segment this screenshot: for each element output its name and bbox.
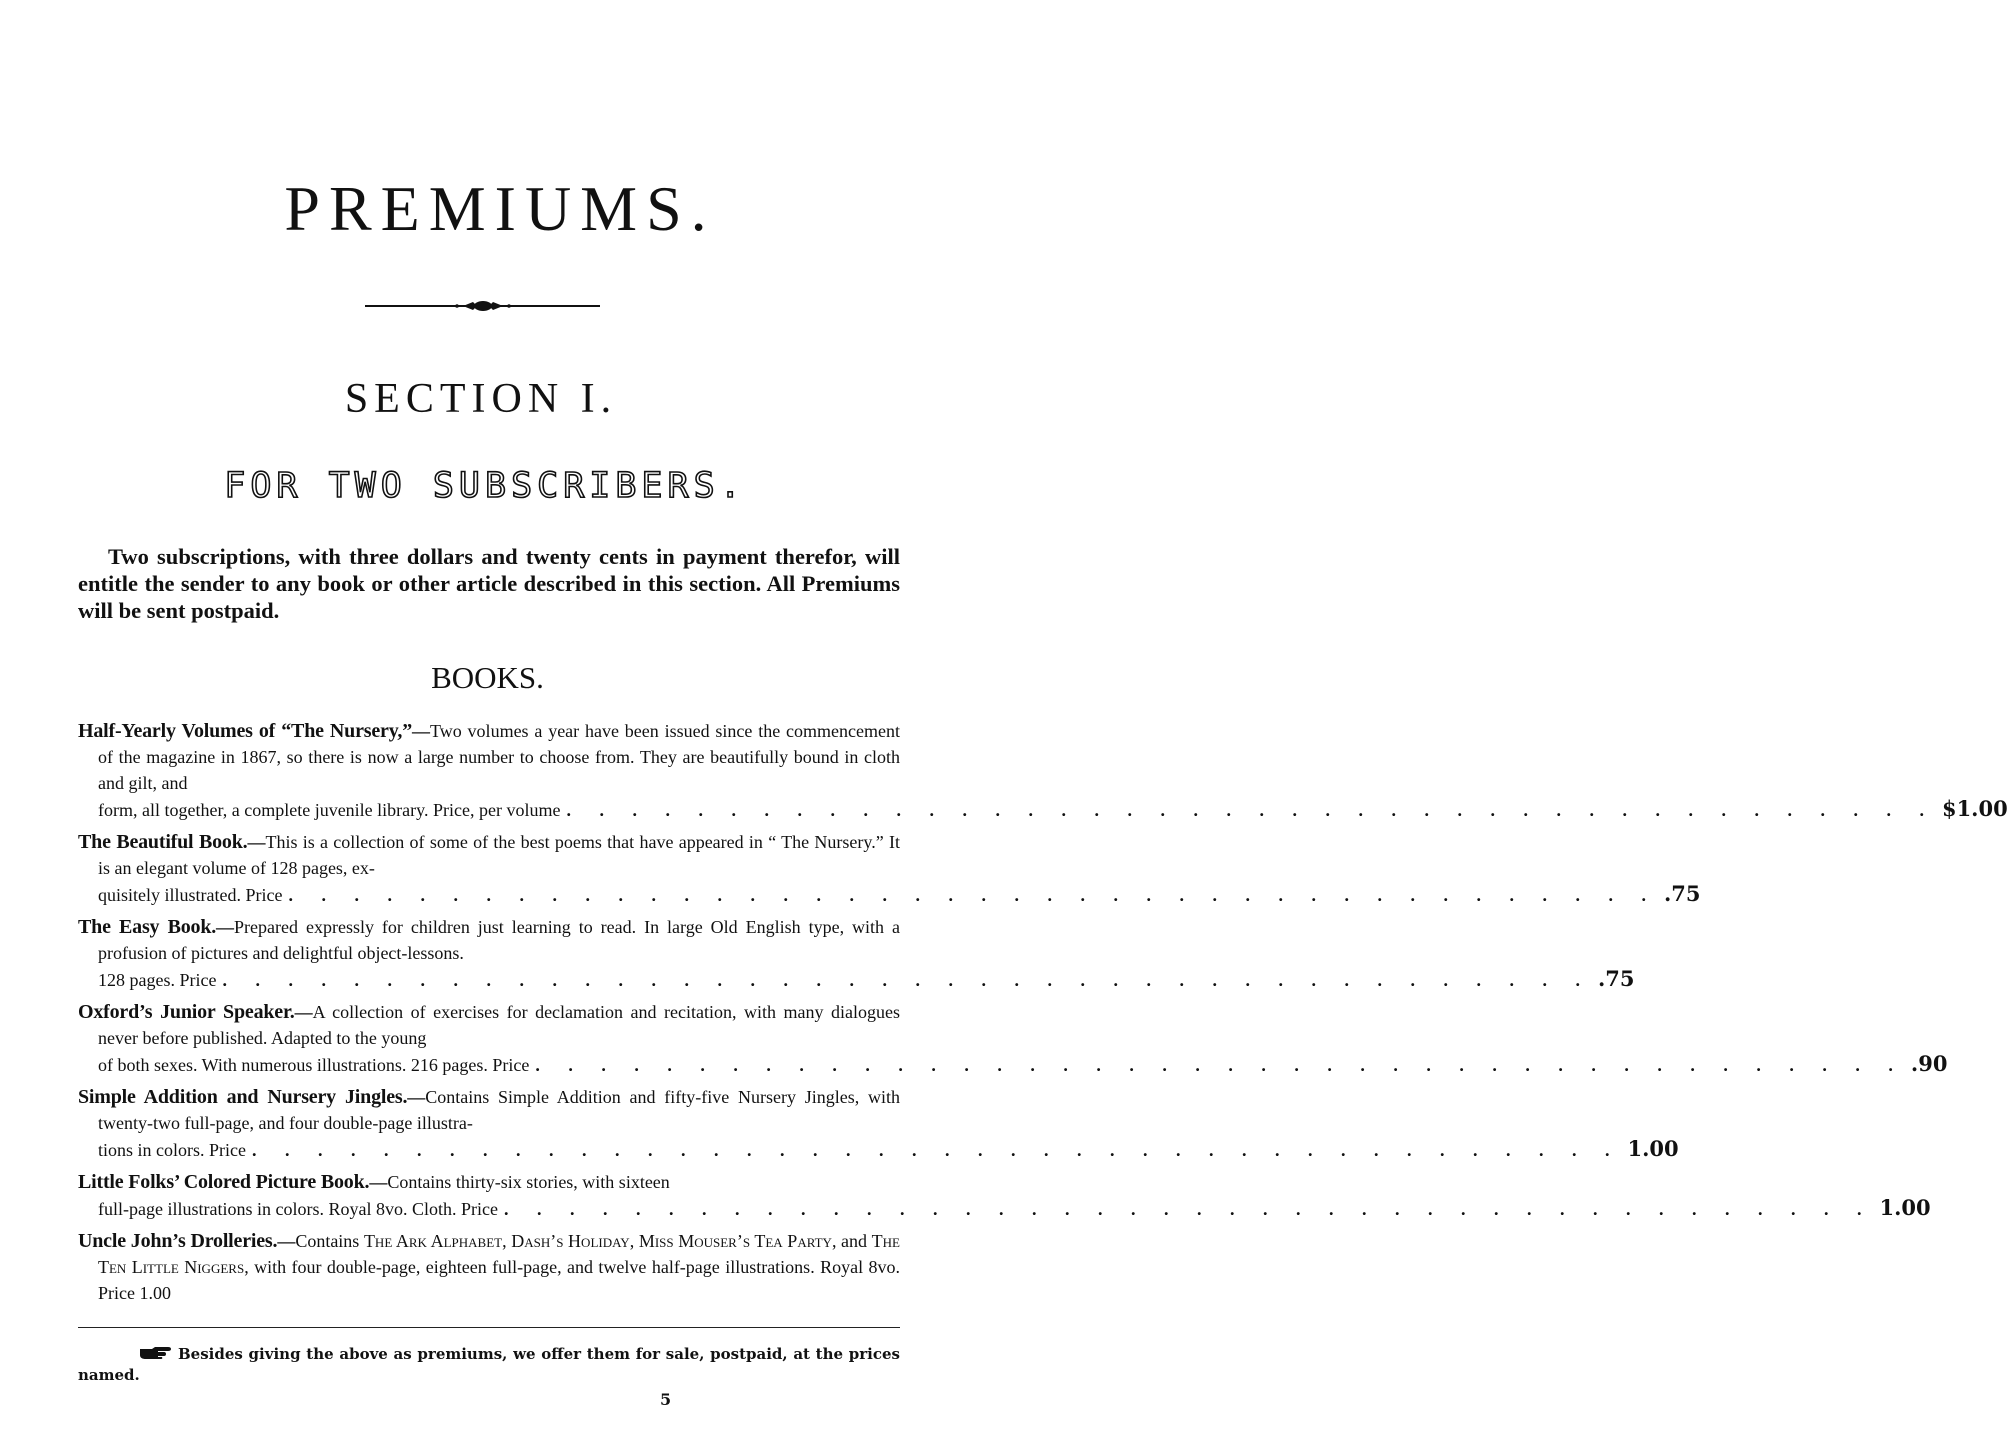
section-heading: SECTION I.: [344, 376, 618, 422]
books-heading: BOOKS.: [431, 660, 544, 695]
book-description: Two volumes a year have been issued since the commencement of the magazine in 1867, so there is now a large number to choose from. They are beautifully bound in cloth and gilt, and: [98, 721, 900, 793]
book-price: $1.00: [1941, 796, 2008, 821]
book-title: Half-Yearly Volumes of “The Nursery,”: [78, 720, 412, 742]
book-description: Contains The Ark Alphabet, Dash’s Holiday, Miss Mouser’s Tea Party, and The Ten Little Niggers, with four double-page, eighteen full-page, and twelve half-page illustrations. Royal 8vo. Price: [98, 1231, 901, 1303]
subscribers-heading: FOR TWO SUBSCRIBERS.: [224, 466, 746, 506]
book-price: .75: [1663, 881, 1701, 906]
book-title: The Beautiful Book.: [78, 831, 248, 853]
book-description-end: quisitely illustrated. Price: [98, 885, 283, 905]
intro-paragraph: Two subscriptions, with three dollars and twenty cents in payment therefor, will entitle the sender to any book or other article described in this section. All Premiums will be sent postpaid.: [78, 544, 900, 623]
book-description: Contains Simple Addition and fifty-five Nursery Jingles, with twenty-two full-page, and four double-page illustra-: [98, 1087, 900, 1133]
book-entry-drolleries: Uncle John’s Drolleries.—Contains The Ark Alphabet, Dash’s Holiday, Miss Mouser’s Tea Party, and The Ten Little Niggers, with four double-page, eighteen full-page, and twelve half-page illustrations. Royal 8vo. Price 1.00: [78, 1230, 901, 1303]
book-title: Uncle John’s Drolleries.: [78, 1230, 278, 1252]
book-price: .90: [1910, 1051, 1948, 1076]
book-description-end: 128 pages. Price: [98, 970, 217, 990]
page-title: PREMIUMS.: [284, 173, 716, 244]
book-description: A collection of exercises for declamation and recitation, with many dialogues never before published. Adapted to the young: [98, 1002, 900, 1048]
book-price: 1.00: [1627, 1136, 1679, 1161]
book-entry-beautiful-book: The Beautiful Book.—This is a collection of some of the best poems that have appeared in “ The Nursery.” It is an elegant volume of 128 pages, ex- quisitely illustrated. Price . . . . . . . . . . . . . . . . . . . . . . . . . . . . . . . . . . . . . . . . . . .75: [78, 831, 1701, 906]
book-description-end: tions in colors. Price: [98, 1140, 246, 1160]
book-title: Simple Addition and Nursery Jingles.: [78, 1086, 408, 1108]
book-description: Prepared expressly for children just learning to read. In large Old English type, with a profusion of pictures and delightful object-lessons.: [98, 917, 900, 963]
book-description: Contains thirty-six stories, with sixteen: [387, 1172, 670, 1192]
book-title: Little Folks’ Colored Picture Book.: [78, 1171, 370, 1193]
book-entry-nursery-volumes: Half-Yearly Volumes of “The Nursery,”—Two volumes a year have been issued since the commencement of the magazine in 1867, so there is now a large number to choose from. They are beautifully bound in cloth and gilt, and form, all together, a complete juvenile library. Price, per volume . . . . . . . . . . . . . . . . . . . . . . . . . . . . . . . . . . . . . . . . . . $1.00: [78, 720, 2008, 821]
book-list: [78, 718, 2008, 1312]
pointing-hand-icon: [108, 1345, 172, 1365]
page-number: 5: [660, 1390, 672, 1409]
footnote: Besides giving the above as premiums, we offer them for sale, postpaid, at the prices named.: [78, 1345, 900, 1384]
book-description: This is a collection of some of the best poems that have appeared in “ The Nursery.” It is an elegant volume of 128 pages, ex-: [98, 832, 900, 878]
book-title: Oxford’s Junior Speaker.: [78, 1001, 295, 1023]
footnote-rule: [78, 1327, 900, 1328]
book-description-end: full-page illustrations in colors. Royal 8vo. Cloth. Price: [98, 1199, 498, 1219]
book-entry-nursery-jingles: Simple Addition and Nursery Jingles.—Contains Simple Addition and fifty-five Nursery Jingles, with twenty-two full-page, and four double-page illustra- tions in colors. Price . . . . . . . . . . . . . . . . . . . . . . . . . . . . . . . . . . . . . . . . . . 1.00: [78, 1086, 1679, 1161]
book-description-end: of both sexes. With numerous illustrations. 216 pages. Price: [98, 1055, 530, 1075]
book-price: 1.00: [1879, 1195, 1931, 1220]
book-entry-junior-speaker: Oxford’s Junior Speaker.—A collection of exercises for declamation and recitation, with many dialogues never before published. Adapted to the young of both sexes. With numerous illustrations. 216 pages. Price . . . . . . . . . . . . . . . . . . . . . . . . . . . . . . . . . . . . . . . . . . .90: [78, 1001, 1948, 1076]
book-description-end: form, all together, a complete juvenile library. Price, per volume: [98, 800, 561, 820]
book-price: .75: [1597, 966, 1635, 991]
book-title: The Easy Book.: [78, 916, 217, 938]
book-price: 1.00: [139, 1283, 171, 1303]
ornament-divider: [365, 296, 600, 316]
book-entry-easy-book: The Easy Book.—Prepared expressly for children just learning to read. In large Old English type, with a profusion of pictures and delightful object-lessons. 128 pages. Price . . . . . . . . . . . . . . . . . . . . . . . . . . . . . . . . . . . . . . . . . . .75: [78, 916, 1635, 991]
book-entry-picture-book: Little Folks’ Colored Picture Book.—Contains thirty-six stories, with sixteen full-page illustrations in colors. Royal 8vo. Cloth. Price . . . . . . . . . . . . . . . . . . . . . . . . . . . . . . . . . . . . . . . . . . 1.00: [78, 1171, 1931, 1220]
